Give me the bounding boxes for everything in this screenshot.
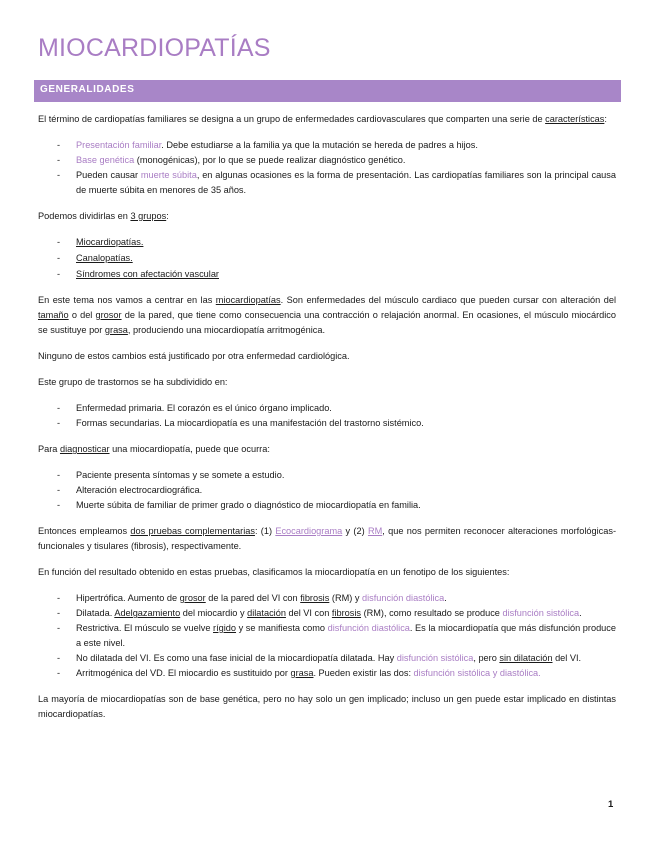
phenotype-hypertrophic: - Hipertrófica. Aumento de grosor de la pared del VI con fibrosis (RM) y disfunción diastólica. xyxy=(38,591,616,606)
not-justified-paragraph: Ninguno de estos cambios está justificado por otra enfermedad cardiológica. xyxy=(38,351,350,361)
tests-paragraph: Entonces empleamos dos pruebas complementarias: (1) Ecocardiograma y (2) RM, que nos permiten reconocer alteraciones morfológicas-funcionales y tisulares (fibrosis), respectivamente. xyxy=(38,526,616,551)
list-item: - Base genética (monogénicas), por lo que se puede realizar diagnóstico genético. xyxy=(38,153,616,168)
document-body xyxy=(38,112,616,733)
phenotype-list xyxy=(38,591,616,681)
subdivision-intro: Este grupo de trastornos se ha subdividido en: xyxy=(38,377,228,387)
groups-list xyxy=(38,235,616,282)
diagnose-intro: Para diagnosticar una miocardiopatía, puede que ocurra: xyxy=(38,444,270,454)
list-item: - Paciente presenta síntomas y se somete a estudio. xyxy=(38,468,616,483)
diagnose-list xyxy=(38,468,616,513)
intro-paragraph: El término de cardiopatías familiares se designa a un grupo de enfermedades cardiovasculares que comparten una serie de características: xyxy=(38,114,607,124)
closing-paragraph: La mayoría de miocardiopatías son de base genética, pero no hay solo un gen implicado; incluso un gen puede estar implicado en distintas miocardiopatías. xyxy=(38,694,616,719)
phenotype-arrhythmogenic: - Arritmogénica del VD. El miocardio es sustituido por grasa. Pueden existir las dos: disfunción sistólica y diastólica. xyxy=(38,666,616,681)
groups-intro: Podemos dividirlas en 3 grupos: xyxy=(38,211,169,221)
list-item: - Formas secundarias. La miocardiopatía es una manifestación del trastorno sistémico. xyxy=(38,416,616,431)
list-item: - Enfermedad primaria. El corazón es el único órgano implicado. xyxy=(38,401,616,416)
phenotype-non-dilated: - No dilatada del VI. Es como una fase inicial de la miocardiopatía dilatada. Hay disfunción sistólica, pero sin dilatación del VI. xyxy=(38,651,616,666)
phenotype-restrictive: - Restrictiva. El músculo se vuelve rígido y se manifiesta como disfunción diastólica. Es la miocardiopatía que más disfunción produce a este nivel. xyxy=(38,621,616,651)
subdivision-list xyxy=(38,401,616,431)
page-number: 1 xyxy=(608,799,614,810)
list-item: - Pueden causar muerte súbita, en algunas ocasiones es la forma de presentación. Las cardiopatías familiares son la principal causa de muerte súbita en menores de 35 años. xyxy=(38,168,616,198)
section-header-bar xyxy=(34,80,621,102)
list-item: - Síndromes con afectación vascular xyxy=(38,267,616,282)
characteristics-list xyxy=(38,138,616,198)
list-item: - Miocardiopatías. xyxy=(38,235,616,250)
list-item: - Muerte súbita de familiar de primer grado o diagnóstico de miocardiopatía en familia. xyxy=(38,498,616,513)
phenotype-intro: En función del resultado obtenido en estas pruebas, clasificamos la miocardiopatía en un fenotipo de los siguientes: xyxy=(38,567,510,577)
list-item: - Presentación familiar. Debe estudiarse a la familia ya que la mutación se hereda de padres a hijos. xyxy=(38,138,616,153)
focus-paragraph: En este tema nos vamos a centrar en las miocardiopatías. Son enfermedades del músculo cardiaco que pueden cursar con alteración del tamaño o del grosor de la pared, que tiene como consecuencia una contracción o relajación anormal. En ocasiones, el músculo miocárdico se sustituye por grasa, produciendo una miocardiopatía arritmogénica. xyxy=(38,295,617,335)
page-title: MIOCARDIOPATÍAS xyxy=(38,34,271,62)
list-item: - Canalopatías. xyxy=(38,251,616,266)
list-item: - Alteración electrocardiográfica. xyxy=(38,483,616,498)
section-header-label: GENERALIDADES xyxy=(40,84,135,95)
phenotype-dilated: - Dilatada. Adelgazamiento del miocardio y dilatación del VI con fibrosis (RM), como resultado se produce disfunción sistólica. xyxy=(38,606,616,621)
